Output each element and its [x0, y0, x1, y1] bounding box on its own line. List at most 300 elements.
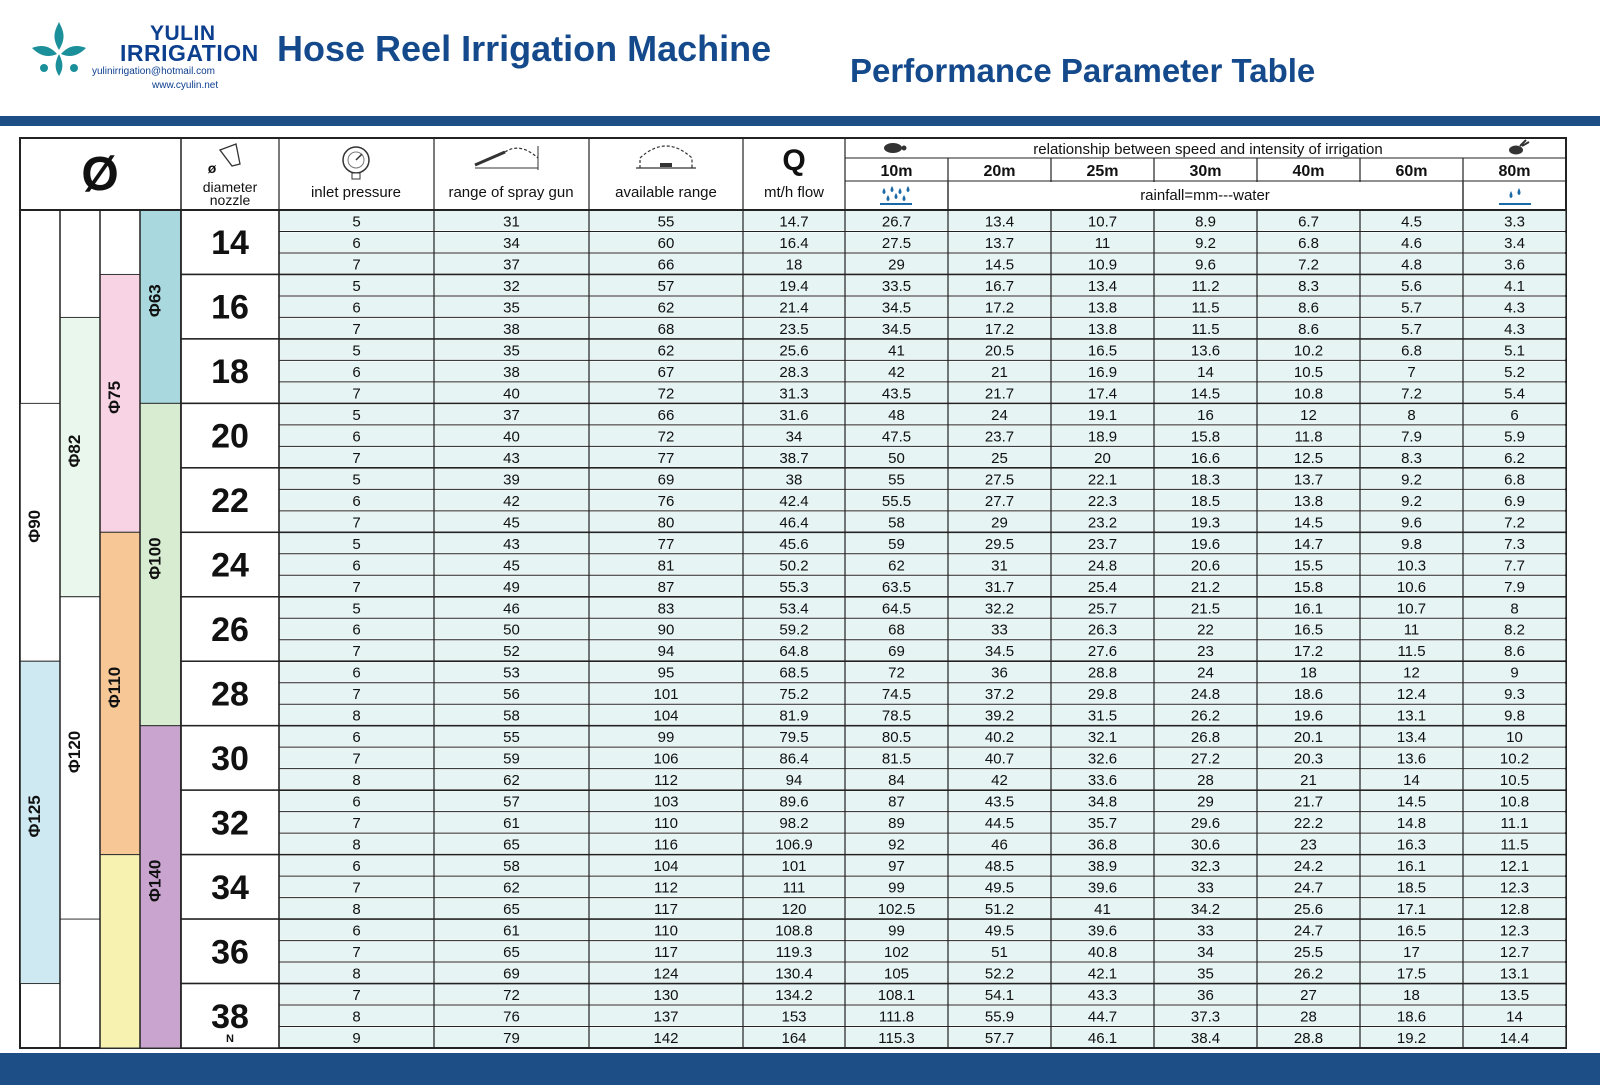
- table-cell: 86.4: [779, 750, 809, 768]
- table-cell: 6: [352, 299, 361, 317]
- table-cell: 8: [352, 836, 361, 854]
- table-cell: 22: [1197, 621, 1214, 639]
- table-cell: 29: [888, 256, 905, 274]
- table-cell: 84: [888, 772, 905, 790]
- page-title: Hose Reel Irrigation Machine: [277, 28, 772, 69]
- table-cell: 61: [503, 815, 520, 833]
- row-band: [279, 297, 1566, 316]
- table-cell: 38.9: [1087, 858, 1118, 876]
- table-cell: 7.2: [1504, 514, 1525, 532]
- table-cell: 63.5: [881, 578, 912, 596]
- table-cell: 16.6: [1190, 449, 1221, 467]
- table-cell: 64.5: [881, 600, 912, 618]
- nozzle-diameter: 18: [211, 353, 249, 392]
- speed-column-header: 20m: [983, 163, 1016, 180]
- table-cell: 8: [352, 965, 361, 983]
- table-cell: 25.4: [1087, 578, 1118, 596]
- table-cell: 97: [888, 858, 905, 876]
- table-cell: 40: [503, 428, 520, 446]
- table-cell: 4.5: [1401, 213, 1422, 231]
- table-cell: 19.1: [1087, 406, 1118, 424]
- nozzle-diameter: 16: [211, 288, 249, 327]
- table-cell: 36.8: [1087, 836, 1118, 854]
- table-cell: 99: [657, 729, 675, 747]
- table-cell: 104: [653, 858, 679, 876]
- table-cell: 101: [781, 858, 807, 876]
- table-cell: 23.5: [779, 320, 809, 338]
- table-cell: 8.3: [1298, 277, 1319, 295]
- table-cell: 17.1: [1396, 901, 1427, 919]
- table-cell: 6: [352, 557, 361, 575]
- table-cell: 49: [503, 578, 520, 596]
- table-cell: 32: [503, 277, 520, 295]
- table-cell: 7: [352, 686, 361, 704]
- table-cell: 117: [654, 944, 678, 962]
- table-cell: 19.2: [1396, 1030, 1427, 1047]
- row-band: [279, 469, 1566, 488]
- table-cell: 29: [991, 514, 1008, 532]
- table-cell: 68.5: [779, 664, 809, 682]
- table-cell: 9.8: [1401, 535, 1422, 553]
- table-cell: 59.2: [779, 621, 809, 639]
- table-cell: 5.7: [1401, 299, 1422, 317]
- table-cell: 77: [657, 535, 675, 553]
- speed-column-header: 10m: [880, 163, 913, 180]
- table-cell: 5.2: [1504, 363, 1525, 381]
- table-cell: 164: [781, 1030, 807, 1047]
- table-cell: 16: [1197, 406, 1214, 424]
- table-cell: 26.7: [881, 213, 912, 231]
- pipe-diameter-symbol: Ø: [81, 148, 119, 201]
- table-cell: 46.4: [779, 514, 809, 532]
- table-cell: 31.6: [779, 406, 809, 424]
- table-cell: 6: [352, 234, 361, 252]
- table-cell: 11.1: [1500, 815, 1529, 833]
- table-cell: 92: [888, 836, 905, 854]
- table-cell: 62: [503, 772, 520, 790]
- table-cell: 8.6: [1298, 320, 1319, 338]
- table-cell: 87: [657, 578, 675, 596]
- table-cell: 8.6: [1504, 643, 1525, 661]
- table-cell: 29: [1197, 793, 1214, 811]
- table-cell: 44.5: [984, 815, 1015, 833]
- table-cell: 52.2: [984, 965, 1015, 983]
- table-cell: 48.5: [984, 858, 1015, 876]
- table-cell: 69: [657, 471, 675, 489]
- table-cell: 13.4: [1087, 277, 1118, 295]
- table-cell: 24.7: [1293, 922, 1324, 940]
- table-cell: 64.8: [779, 643, 809, 661]
- table-cell: 29.5: [984, 535, 1015, 553]
- table-cell: 39.2: [984, 707, 1015, 725]
- table-cell: 24.7: [1293, 879, 1324, 897]
- table-cell: 10.5: [1499, 772, 1530, 790]
- nozzle-diameter: 30: [211, 739, 249, 778]
- table-cell: 32.6: [1087, 750, 1118, 768]
- table-cell: 14.5: [1293, 514, 1324, 532]
- table-cell: 22.1: [1087, 471, 1118, 489]
- table-cell: 55: [657, 213, 675, 231]
- table-cell: 104: [653, 707, 679, 725]
- table-cell: 45: [503, 514, 520, 532]
- table-cell: 25.6: [1293, 901, 1324, 919]
- table-cell: 15.5: [1293, 557, 1324, 575]
- table-cell: 6: [1510, 406, 1519, 424]
- table-cell: 11.5: [1191, 299, 1220, 317]
- table-cell: 26.8: [1190, 729, 1221, 747]
- table-cell: 16.5: [1293, 621, 1324, 639]
- table-cell: 17.5: [1396, 965, 1427, 983]
- row-band: [279, 856, 1566, 875]
- table-cell: 8.3: [1401, 449, 1422, 467]
- table-cell: 65: [503, 944, 520, 962]
- table-cell: 34: [1197, 944, 1214, 962]
- table-cell: 13.1: [1499, 965, 1530, 983]
- table-cell: 31: [503, 213, 520, 231]
- table-cell: 7: [352, 449, 361, 467]
- table-cell: 83: [657, 600, 675, 618]
- table-cell: 19.4: [779, 277, 809, 295]
- pipe-diameter-label: Φ125: [25, 795, 44, 838]
- table-cell: 14.7: [1293, 535, 1324, 553]
- table-cell: 33: [1197, 879, 1214, 897]
- table-cell: 39.6: [1087, 879, 1118, 897]
- table-cell: 42: [888, 363, 905, 381]
- row-band: [279, 555, 1566, 574]
- table-cell: 33: [991, 621, 1008, 639]
- table-cell: 18.9: [1087, 428, 1118, 446]
- table-cell: 16.1: [1396, 858, 1427, 876]
- table-cell: 66: [657, 406, 675, 424]
- table-cell: 53.4: [779, 600, 809, 618]
- table-cell: 8: [352, 707, 361, 725]
- table-cell: 49.5: [984, 879, 1015, 897]
- table-cell: 60: [657, 234, 675, 252]
- table-cell: 72: [503, 987, 520, 1005]
- pipe-diameter-label: Φ90: [25, 509, 44, 543]
- row-band: [279, 426, 1566, 445]
- table-cell: 61: [503, 922, 520, 940]
- table-cell: 7: [352, 750, 361, 768]
- row-band: [279, 641, 1566, 660]
- table-cell: 39.6: [1087, 922, 1118, 940]
- nozzle-diameter: 24: [211, 546, 249, 585]
- table-cell: 11.5: [1191, 320, 1220, 338]
- logo-website: www.cyulin.net: [152, 80, 219, 91]
- speed-column-header: 60m: [1395, 163, 1428, 180]
- table-cell: 42.1: [1087, 965, 1118, 983]
- table-cell: 32.2: [984, 600, 1015, 618]
- table-cell: 37.3: [1190, 1008, 1221, 1026]
- table-cell: 17.4: [1087, 385, 1118, 403]
- table-cell: 14.7: [779, 213, 809, 231]
- table-cell: 43.5: [881, 385, 912, 403]
- table-cell: 69: [888, 643, 905, 661]
- table-cell: 7: [352, 514, 361, 532]
- table-cell: 23.7: [984, 428, 1015, 446]
- table-cell: 7: [352, 256, 361, 274]
- pipe-diameter-label: Φ110: [105, 666, 124, 709]
- table-cell: 12.3: [1499, 922, 1530, 940]
- table-cell: 6: [352, 363, 361, 381]
- table-cell: 7.2: [1298, 256, 1319, 274]
- table-cell: 9.6: [1195, 256, 1216, 274]
- table-cell: 6.9: [1504, 492, 1525, 510]
- table-cell: 36: [991, 664, 1008, 682]
- row-band: [279, 834, 1566, 853]
- table-cell: 11.5: [1397, 643, 1426, 661]
- table-cell: 8.9: [1195, 213, 1216, 231]
- table-cell: 16.9: [1087, 363, 1118, 381]
- pipe-diameter-label: Φ63: [145, 284, 165, 318]
- table-cell: 9.2: [1195, 234, 1216, 252]
- pipe-diameter-label: Φ82: [65, 434, 84, 468]
- nozzle-diameter: 26: [211, 611, 249, 649]
- table-cell: 80: [657, 514, 675, 532]
- table-cell: 72: [657, 385, 675, 403]
- nozzle-symbol: ø: [207, 160, 217, 176]
- table-cell: 5: [352, 213, 361, 231]
- table-cell: 11: [1094, 234, 1111, 252]
- table-cell: 6.8: [1401, 342, 1422, 360]
- table-cell: 76: [503, 1008, 520, 1026]
- table-cell: 21: [991, 363, 1008, 381]
- pipe-diameter-label: Φ120: [65, 730, 84, 774]
- table-cell: 7: [352, 385, 361, 403]
- table-cell: 110: [654, 815, 678, 833]
- table-cell: 37: [503, 406, 520, 424]
- table-cell: 105: [883, 965, 910, 983]
- table-cell: 5.7: [1401, 320, 1422, 338]
- table-cell: 28: [1300, 1008, 1317, 1026]
- table-cell: 41: [1094, 901, 1111, 919]
- table-cell: 7.9: [1401, 428, 1422, 446]
- row-band: [279, 899, 1566, 918]
- table-cell: 6: [352, 922, 361, 940]
- table-cell: 6: [352, 858, 361, 876]
- table-cell: 52: [503, 643, 520, 661]
- table-cell: 27: [1300, 987, 1317, 1005]
- table-cell: 38: [503, 320, 520, 338]
- table-cell: 72: [657, 428, 675, 446]
- nozzle-diameter: 22: [211, 482, 249, 521]
- row-band: [279, 877, 1566, 896]
- table-cell: 40.7: [984, 750, 1015, 768]
- table-cell: 111: [782, 879, 806, 897]
- nozzle-diameter: 20: [211, 417, 249, 456]
- table-cell: 5: [352, 600, 361, 618]
- flow-unit-header: mt/h flow: [763, 184, 825, 201]
- table-cell: 106: [653, 750, 679, 768]
- table-cell: 8: [352, 901, 361, 919]
- table-cell: 6.8: [1298, 234, 1319, 252]
- row-band: [279, 404, 1566, 423]
- table-cell: 51.2: [984, 901, 1015, 919]
- table-cell: 18: [785, 256, 803, 274]
- table-cell: 25: [991, 449, 1008, 467]
- table-cell: 5: [352, 277, 361, 295]
- table-cell: 20.6: [1190, 557, 1221, 575]
- table-cell: 58: [503, 858, 520, 876]
- table-cell: 8.6: [1298, 299, 1319, 317]
- table-cell: 110: [654, 922, 678, 940]
- table-cell: 24.2: [1293, 858, 1324, 876]
- table-cell: 4.8: [1401, 256, 1422, 274]
- table-cell: 32.1: [1087, 729, 1118, 747]
- table-cell: 10.8: [1293, 385, 1324, 403]
- table-cell: 43: [503, 449, 520, 467]
- table-cell: 62: [503, 879, 520, 897]
- table-cell: 40: [503, 385, 520, 403]
- table-cell: 34.5: [881, 299, 912, 317]
- table-cell: 14.5: [984, 256, 1015, 274]
- table-cell: 106.9: [775, 836, 813, 854]
- table-cell: 6.8: [1504, 471, 1525, 489]
- table-cell: 7: [352, 987, 361, 1005]
- table-cell: 10.7: [1396, 600, 1427, 618]
- table-cell: 79.5: [779, 729, 809, 747]
- table-cell: 27.5: [881, 234, 912, 252]
- pipe-diameter-label: Φ100: [145, 537, 165, 580]
- speed-column-header: 25m: [1086, 163, 1119, 180]
- pipe-group-block: [100, 855, 140, 1048]
- table-cell: 102: [883, 944, 910, 962]
- nozzle-diameter: 34: [211, 868, 249, 907]
- table-cell: 50.2: [779, 557, 809, 575]
- table-cell: 10.8: [1499, 793, 1530, 811]
- table-cell: 65: [503, 901, 520, 919]
- table-cell: 55: [888, 471, 905, 489]
- table-cell: 26.3: [1087, 621, 1118, 639]
- inlet-pressure-header: inlet pressure: [310, 184, 402, 201]
- row-band: [279, 576, 1566, 595]
- table-cell: 115.3: [878, 1030, 915, 1047]
- table-cell: 112: [654, 772, 678, 790]
- table-cell: 87: [888, 793, 905, 811]
- table-cell: 34.8: [1087, 793, 1118, 811]
- table-cell: 10.3: [1396, 557, 1427, 575]
- table-cell: 55.3: [779, 578, 809, 596]
- table-cell: 14: [1403, 772, 1420, 790]
- table-cell: 79: [503, 1030, 520, 1047]
- table-cell: 25.6: [779, 342, 809, 360]
- table-cell: 75.2: [779, 686, 809, 704]
- logo-word-irrigation: IRRIGATION: [120, 40, 259, 66]
- table-cell: 9.8: [1504, 707, 1525, 725]
- table-cell: 78.5: [881, 707, 912, 725]
- table-cell: 23.7: [1087, 535, 1118, 553]
- logo-email: yulinirrigation@hotmail.com: [92, 66, 215, 77]
- table-cell: 38: [503, 363, 520, 381]
- table-cell: 99: [888, 922, 905, 940]
- table-cell: 14.4: [1499, 1030, 1530, 1047]
- table-cell: 120: [781, 901, 807, 919]
- table-cell: 18.5: [1190, 492, 1221, 510]
- rabbit-icon: [1509, 146, 1523, 155]
- table-cell: 7: [352, 815, 361, 833]
- table-cell: 6.2: [1504, 449, 1525, 467]
- table-cell: 12.8: [1499, 901, 1530, 919]
- table-cell: 34.5: [881, 320, 912, 338]
- table-cell: 108.1: [877, 987, 916, 1005]
- table-cell: 28: [1197, 772, 1214, 790]
- table-cell: 45.6: [779, 535, 809, 553]
- row-band: [279, 447, 1566, 466]
- table-cell: 35: [503, 299, 520, 317]
- table-cell: 29.6: [1190, 815, 1221, 833]
- table-cell: 25.5: [1293, 944, 1324, 962]
- row-band: [279, 963, 1566, 982]
- table-cell: 35: [1197, 965, 1214, 983]
- nozzle-diameter: 36: [211, 933, 249, 972]
- nozzle-subscript: N: [226, 1033, 234, 1045]
- table-cell: 59: [503, 750, 520, 768]
- logo-word-yulin: YULIN: [150, 22, 216, 45]
- row-band: [279, 211, 1566, 230]
- footer-bar: [0, 1053, 1600, 1085]
- table-cell: 6.7: [1298, 213, 1319, 231]
- table-cell: 103: [653, 793, 679, 811]
- table-cell: 7: [352, 944, 361, 962]
- table-cell: 17.2: [984, 299, 1015, 317]
- table-cell: 41: [888, 342, 905, 360]
- row-band: [279, 920, 1566, 939]
- row-band: [279, 727, 1566, 746]
- nozzle-header-label: diameter: [202, 179, 258, 195]
- table-cell: 15.8: [1293, 578, 1324, 596]
- table-cell: 10.7: [1087, 213, 1118, 231]
- table-cell: 12: [1300, 406, 1317, 424]
- table-cell: 12.5: [1293, 449, 1324, 467]
- row-band: [279, 512, 1566, 531]
- table-cell: 9.3: [1504, 686, 1525, 704]
- table-cell: 11.2: [1191, 277, 1220, 295]
- row-band: [279, 770, 1566, 789]
- table-cell: 89.6: [779, 793, 809, 811]
- table-cell: 10.2: [1293, 342, 1324, 360]
- table-cell: 42: [503, 492, 520, 510]
- table-cell: 7.2: [1401, 385, 1422, 403]
- table-cell: 47.5: [881, 428, 912, 446]
- table-cell: 31.3: [779, 385, 809, 403]
- table-cell: 18.3: [1190, 471, 1221, 489]
- table-cell: 15.8: [1190, 428, 1221, 446]
- table-cell: 9: [352, 1030, 361, 1047]
- table-cell: 18: [1403, 987, 1420, 1005]
- table-cell: 13.5: [1499, 987, 1530, 1005]
- table-cell: 94: [657, 643, 675, 661]
- table-cell: 99: [888, 879, 905, 897]
- table-cell: 13.7: [984, 234, 1015, 252]
- table-cell: 35: [503, 342, 520, 360]
- table-cell: 16.3: [1396, 836, 1427, 854]
- table-cell: 40.2: [984, 729, 1015, 747]
- nozzle-diameter: 28: [211, 675, 249, 714]
- row-band: [279, 942, 1566, 961]
- table-cell: 23: [1300, 836, 1317, 854]
- table-cell: 13.6: [1396, 750, 1427, 768]
- row-band: [279, 985, 1566, 1004]
- table-cell: 19.3: [1190, 514, 1221, 532]
- table-cell: 57: [657, 277, 675, 295]
- table-cell: 66: [657, 256, 675, 274]
- table-cell: 24: [1197, 664, 1214, 682]
- table-cell: 134.2: [775, 987, 813, 1005]
- table-cell: 59: [888, 535, 905, 553]
- table-cell: 124: [653, 965, 679, 983]
- table-cell: 34.5: [984, 643, 1015, 661]
- table-cell: 81.5: [881, 750, 912, 768]
